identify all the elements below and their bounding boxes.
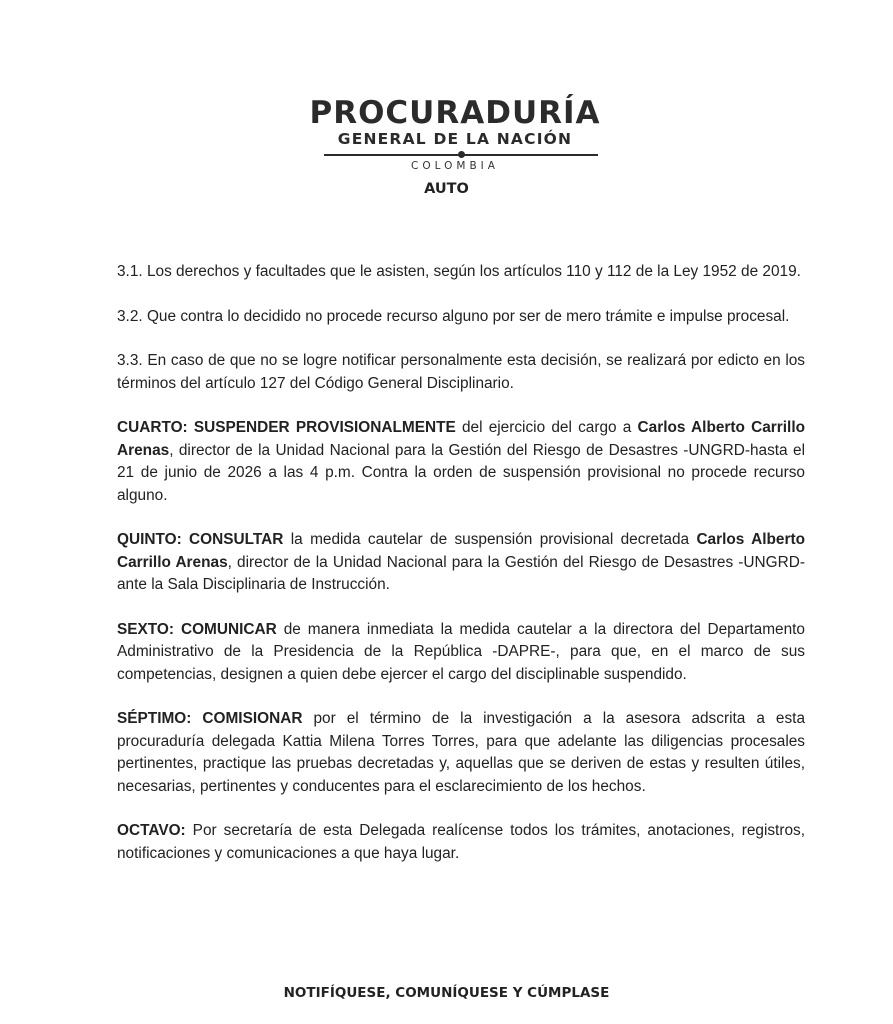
logo-title: PROCURADURÍA <box>309 95 601 131</box>
octavo-text: Por secretaría de esta Delegada realícense todos los trámites, anotaciones, registros, notificaciones y comunicaciones a que haya lugar. <box>117 822 805 862</box>
document-body <box>117 261 805 887</box>
octavo-label: OCTAVO: <box>117 822 186 839</box>
quinto-label: QUINTO: CONSULTAR <box>117 531 284 548</box>
logo-divider <box>324 151 598 159</box>
paragraph-septimo <box>117 708 805 798</box>
quinto-text-b: , director de la Unidad Nacional para la Gestión del Riesgo de Desastres -UNGRD- ante la Sala Disciplinaria de Instrucción. <box>117 553 805 593</box>
cuarto-label: CUARTO: SUSPENDER PROVISIONALMENTE <box>117 419 456 436</box>
paragraph-3-1: 3.1. Los derechos y facultades que le asisten, según los artículos 110 y 112 de la Ley 1952 de 2019. <box>117 263 801 280</box>
paragraph-3-2: 3.2. Que contra lo decidido no procede recurso alguno por ser de mero trámite e impulse procesal. <box>117 307 790 325</box>
logo-subtitle: GENERAL DE LA NACIÓN <box>337 130 573 148</box>
paragraph-quinto <box>117 529 805 597</box>
document-title: AUTO <box>424 181 469 197</box>
logo-country: COLOMBIA <box>411 160 499 172</box>
septimo-label: SÉPTIMO: COMISIONAR <box>117 710 303 727</box>
closing-formula: NOTIFÍQUESE, COMUNÍQUESE Y CÚMPLASE <box>283 985 610 1001</box>
cuarto-text-a: del ejercicio del cargo a <box>455 419 638 436</box>
sexto-label: SEXTO: COMUNICAR <box>117 620 277 638</box>
quinto-name: Carlos Alberto Carrillo Arenas <box>117 531 805 571</box>
cuarto-name: Carlos Alberto Carrillo Arenas <box>117 419 805 459</box>
sexto-text: de manera inmediata la medida cautelar a la directora del Departamento Administrativo de la Presidencia de la República -DAPRE-, para que, en el marco de sus competencias, designen a quien debe ejercer el cargo del disciplinable suspendido. <box>117 620 805 683</box>
paragraph-3-3: 3.3. En caso de que no se logre notificar personalmente esta decisión, se realizará por edicto en los términos del artículo 127 del Código General Disciplinario. <box>117 352 805 392</box>
septimo-text: por el término de la investigación a la asesora adscrita a esta procuraduría delegada Kattia Milena Torres Torres, para que adelante las diligencias procesales pertinentes, practique las pruebas decretadas y, aquellas que se deriven de estas y resulten útiles, necesarias, pertinentes y conducentes para el esclarecimiento de los hechos. <box>117 710 805 795</box>
paragraph-sexto <box>117 619 805 687</box>
quinto-text-a: la medida cautelar de suspensión provisional decretada <box>283 531 697 548</box>
paragraph-octavo <box>117 820 805 865</box>
procuraduria-logo <box>300 96 610 172</box>
paragraph-cuarto <box>117 417 805 507</box>
cuarto-text-b: , director de la Unidad Nacional para la Gestión del Riesgo de Desastres -UNGRD-hasta el 21 de junio de 2026 a las 4 p.m. Contra la orden de suspensión provisional no procede recurso alguno. <box>117 441 805 504</box>
